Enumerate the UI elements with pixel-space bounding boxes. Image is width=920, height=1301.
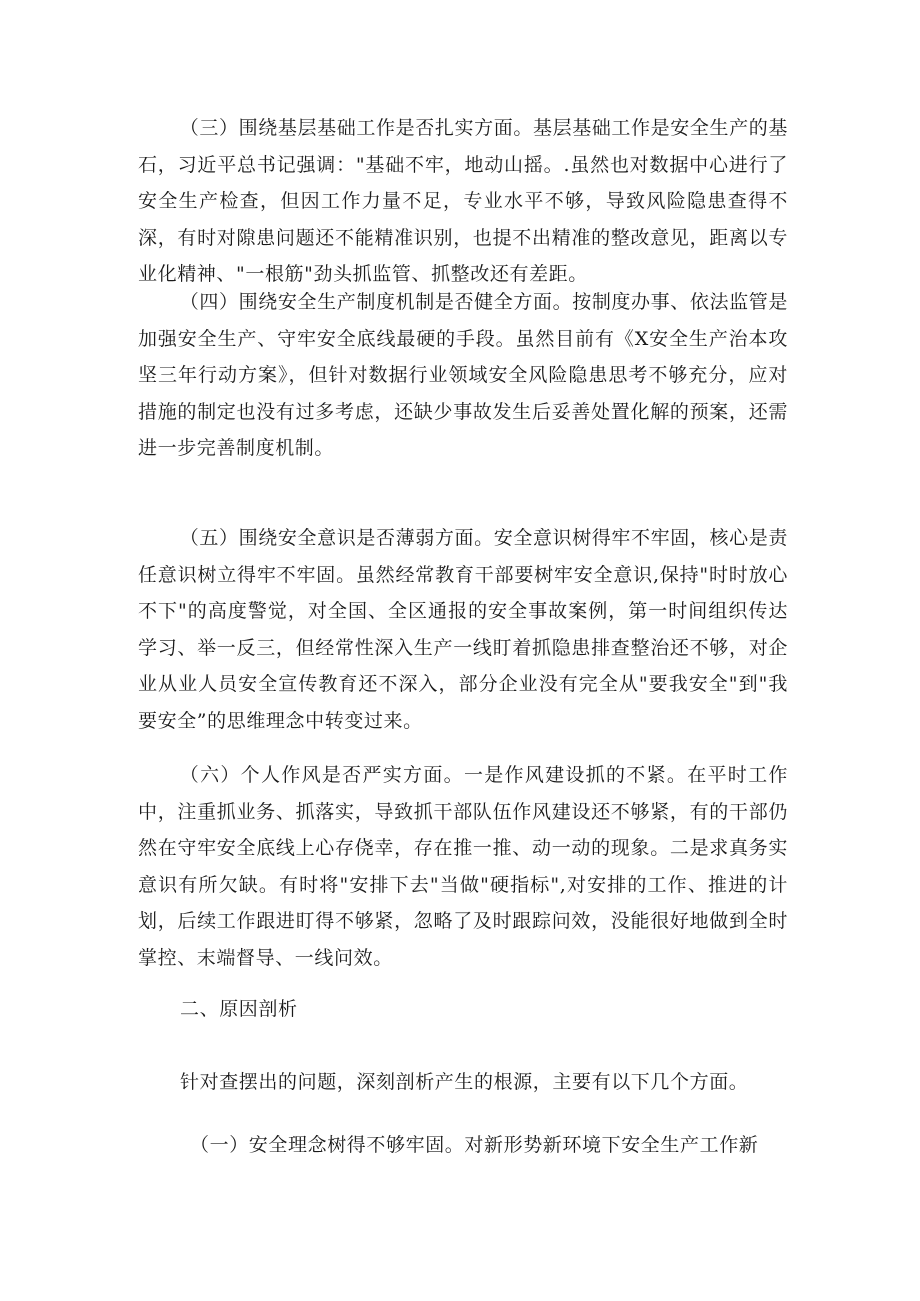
- paragraph-personal-style: （六）个人作风是否严实方面。一是作风建设抓的不紧。在平时工作中，注重抓业务、抓落实，导致抓干部队伍作风建设还不够紧，有的干部仍然在守牢安全底线上心存侥幸，存在推一推、动一动的现象。二是求真务实意识有所欠缺。有时将"安排下去"当做"硬指标",对安排的工作、推进的计划，后续工作跟进盯得不够紧，忽略了及时跟踪问效，没能很好地做到全时掌控、末端督导、一线问效。: [138, 764, 788, 969]
- section-heading: 二、原因剖析: [180, 998, 298, 1020]
- paragraph-safety-awareness: （五）围绕安全意识是否薄弱方面。安全意识树得牢不牢固，核心是责任意识树立得牢不牢固。虽然经常教育干部要树牢安全意识,保持"时时放心不下"的高度警觉，对全国、全区通报的安全事故案例，第一时间组织传达学习、举一反三，但经常性深入生产一线盯着抓隐患排查整治还不够，对企业从业人员安全宣传教育还不深入，部分企业没有完全从"要我安全"到"我要安全”的思维理念中转变过来。: [138, 527, 788, 732]
- intro-line: 针对查摆出的问题，深刻剖析产生的根源，主要有以下几个方面。: [180, 1071, 749, 1093]
- sub-item-line: （一）安全理念树得不够牢固。对新形势新环境下安全生产工作新: [190, 1134, 759, 1156]
- paragraph-institutional-mechanism: （四）围绕安全生产制度机制是否健全方面。按制度办事、依法监管是加强安全生产、守牢安全底线最硬的手段。虽然目前有《X安全生产治本攻坚三年行动方案》，但针对数据行业领域安全风险隐患思考不够充分，应对措施的制定也没有过多考虑，还缺少事故发生后妥善处置化解的预案，还需进一步完善制度机制。: [138, 291, 788, 459]
- paragraph-infrastructure: （三）围绕基层基础工作是否扎实方面。基层基础工作是安全生产的基石，习近平总书记强调："基础不牢，地动山摇。.虽然也对数据中心进行了安全生产检查，但因工作力量不足，专业水平不够，导致风险隐患查得不深，有时对隙患问题还不能精准识别，也提不出精准的整改意见，距离以专业化精神、"一根筋"劲头抓监管、抓整改还有差距。: [138, 117, 788, 285]
